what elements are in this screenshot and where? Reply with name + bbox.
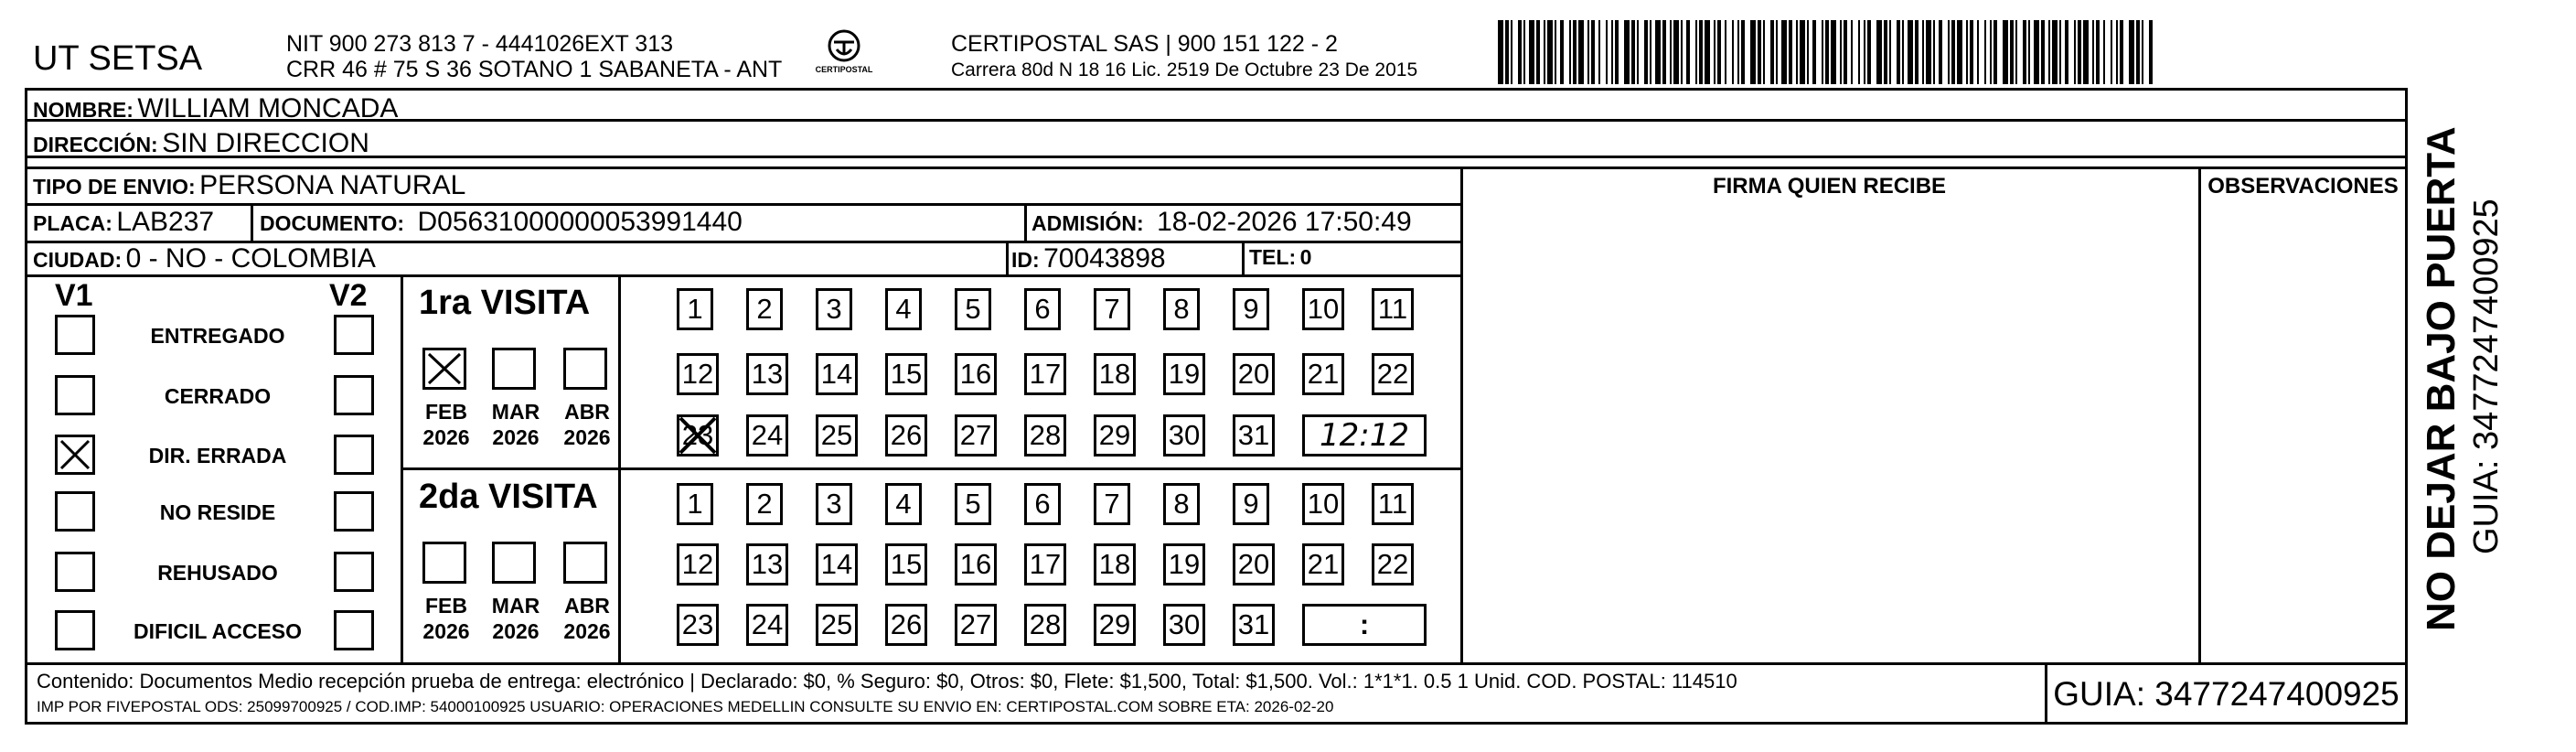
- barcode-bar: [2142, 20, 2143, 84]
- barcode-bar: [1705, 20, 1710, 84]
- barcode-bar: [1758, 20, 1761, 84]
- visit1-day-20[interactable]: 20: [1233, 353, 1275, 395]
- barcode-bar: [2010, 20, 2014, 84]
- certipostal-logo: [812, 27, 876, 81]
- visit2-day-17[interactable]: 17: [1024, 543, 1066, 585]
- barcode-bar: [1844, 20, 1847, 84]
- barcode-bar: [2028, 20, 2030, 84]
- tel-label: TEL:: [1249, 245, 1297, 269]
- day-cross-mark: [677, 414, 719, 464]
- barcode-bar: [1796, 20, 1798, 84]
- visit2-day-16[interactable]: 16: [955, 543, 997, 585]
- visit2-day-18[interactable]: 18: [1094, 543, 1136, 585]
- month-label: FEB: [425, 594, 467, 618]
- address-line: CRR 46 # 75 S 36 SOTANO 1 SABANETA - ANT: [286, 57, 783, 82]
- barcode-bar: [2149, 20, 2153, 84]
- visit1-day-23[interactable]: 23: [677, 414, 719, 457]
- visit1-day-30[interactable]: 30: [1163, 414, 1205, 457]
- barcode-bar: [1990, 20, 1992, 84]
- visit1-day-6[interactable]: 6: [1024, 288, 1061, 330]
- barcode-bar: [1560, 20, 1564, 84]
- address-label: DIRECCIÓN:: [33, 133, 158, 156]
- barcode-bar: [2034, 20, 2039, 84]
- barcode-bar: [1717, 20, 1721, 84]
- document-label: DOCUMENTO:: [260, 211, 405, 235]
- v2-label: V2: [329, 278, 368, 313]
- observations-area[interactable]: [2201, 203, 2408, 662]
- barcode-bar: [2136, 20, 2140, 84]
- barcode-bar: [2078, 20, 2081, 84]
- barcode-bar: [1547, 20, 1553, 84]
- visit2-day-30[interactable]: 30: [1163, 604, 1205, 646]
- status-option-label: REHUSADO: [157, 561, 278, 585]
- barcode-bar: [1977, 20, 1979, 84]
- year-label: 2026: [422, 619, 470, 643]
- visit2-day-15[interactable]: 15: [885, 543, 927, 585]
- address-row: [33, 130, 369, 157]
- barcode-bar: [2120, 20, 2123, 84]
- barcode-bar: [1644, 20, 1648, 84]
- month-label: ABR: [564, 400, 610, 424]
- type-label: TIPO DE ENVIO:: [33, 175, 196, 199]
- visit1-day-11[interactable]: 11: [1372, 288, 1414, 330]
- visit2-day-13[interactable]: 13: [746, 543, 788, 585]
- shipment-type: PERSONA NATURAL: [199, 170, 466, 200]
- visit2-day-23[interactable]: 23: [677, 604, 719, 646]
- barcode-bar: [1637, 20, 1639, 84]
- barcode-bar: [2116, 20, 2118, 84]
- month-label: ABR: [564, 594, 610, 618]
- v1-checkbox-rehusado[interactable]: [55, 552, 95, 592]
- barcode-bar: [1763, 20, 1765, 84]
- barcode-bar: [1511, 20, 1512, 84]
- nit-line: NIT 900 273 813 7 - 4441026EXT 313: [286, 31, 674, 57]
- v1-checkbox-dir-errada[interactable]: [55, 435, 95, 475]
- observations-label: OBSERVACIONES: [2207, 174, 2399, 199]
- year-label: 2026: [422, 425, 470, 449]
- visit1-day-17[interactable]: 17: [1024, 353, 1066, 395]
- id-cell: [1011, 245, 1166, 273]
- status-option-label: DIFICIL ACCESO: [133, 619, 302, 643]
- barcode-bar: [1670, 20, 1672, 84]
- barcode-bar: [1536, 20, 1540, 84]
- visit1-day-8[interactable]: 8: [1163, 288, 1200, 330]
- barcode-bar: [1505, 20, 1509, 84]
- v1-checkbox-entregado[interactable]: [55, 315, 95, 355]
- visit1-day-26[interactable]: 26: [885, 414, 927, 457]
- barcode-bar: [1781, 20, 1787, 84]
- barcode-bar: [1915, 20, 1919, 84]
- barcode-bar: [1831, 20, 1836, 84]
- barcode-bar: [1984, 20, 1986, 84]
- barcode-bar: [2129, 20, 2134, 84]
- visit1-day-3[interactable]: 3: [816, 288, 852, 330]
- visit1-time-value: 12:12: [1320, 417, 1409, 454]
- barcode-bar: [1864, 20, 1865, 84]
- barcode-bar: [1699, 20, 1703, 84]
- visit1-day-12[interactable]: 12: [677, 353, 719, 395]
- v2-checkbox-cerrado[interactable]: [334, 375, 374, 415]
- visit2-day-31[interactable]: 31: [1233, 604, 1275, 646]
- recipient-address: SIN DIRECCION: [162, 128, 369, 158]
- visit2-day-25[interactable]: 25: [816, 604, 858, 646]
- barcode-bar: [1611, 20, 1613, 84]
- barcode-bar: [2074, 20, 2076, 84]
- visit1-day-24[interactable]: 24: [746, 414, 788, 457]
- barcode-bar: [2103, 20, 2105, 84]
- plate-cell: [33, 209, 214, 236]
- admission-value: 18-02-2026 17:50:49: [1157, 207, 1412, 237]
- year-label: 2026: [563, 619, 611, 643]
- visit1-day-31[interactable]: 31: [1233, 414, 1275, 457]
- recipient-name: WILLIAM MONCADA: [137, 93, 399, 124]
- id-label: ID:: [1011, 248, 1040, 272]
- visit1-day-19[interactable]: 19: [1163, 353, 1205, 395]
- barcode-bar: [2092, 20, 2094, 84]
- visit1-day-2[interactable]: 2: [746, 288, 783, 330]
- city-label: CIUDAD:: [33, 248, 123, 272]
- barcode-bar: [2015, 20, 2017, 84]
- name-row: [33, 95, 398, 123]
- barcode-bar: [1876, 20, 1882, 84]
- signature-area[interactable]: [1463, 203, 2198, 662]
- barcode-bar: [1812, 20, 1816, 84]
- visit1-day-9[interactable]: 9: [1233, 288, 1269, 330]
- visit1-day-16[interactable]: 16: [955, 353, 997, 395]
- check-x-icon: [425, 350, 464, 387]
- barcode-bar: [1737, 20, 1739, 84]
- plate-value: LAB237: [116, 207, 215, 237]
- barcode-bar: [1578, 20, 1584, 84]
- status-option-label: DIR. ERRADA: [148, 444, 287, 467]
- barcode-bar: [1908, 20, 1913, 84]
- name-label: NOMBRE:: [33, 98, 134, 122]
- visit2-day-6[interactable]: 6: [1024, 483, 1061, 525]
- barcode-bar: [1825, 20, 1829, 84]
- barcode-bar: [1939, 20, 1942, 84]
- visit2-month-checkbox-mar[interactable]: [492, 542, 536, 584]
- barcode-bar: [1970, 20, 1973, 84]
- check-x-icon: [677, 414, 719, 457]
- barcode-bar: [1948, 20, 1950, 84]
- barcode-bar: [1884, 20, 1887, 84]
- v2-checkbox-entregado[interactable]: [334, 315, 374, 355]
- barcode-bar: [1624, 20, 1630, 84]
- side-guia: GUIA: 3477247400925: [2467, 199, 2506, 554]
- barcode-bar: [1822, 20, 1823, 84]
- visit1-day-10[interactable]: 10: [1302, 288, 1344, 330]
- signature-label: FIRMA QUIEN RECIBE: [1712, 174, 1947, 199]
- year-label: 2026: [563, 425, 611, 449]
- visit1-day-21[interactable]: 21: [1302, 353, 1344, 395]
- visit2-day-8[interactable]: 8: [1163, 483, 1200, 525]
- barcode-bar: [1858, 20, 1860, 84]
- barcode-bar: [1922, 20, 1924, 84]
- barcode-bar: [1951, 20, 1955, 84]
- barcode-bar: [1867, 20, 1871, 84]
- visit2-day-9[interactable]: 9: [1233, 483, 1269, 525]
- barcode: [1498, 20, 2154, 84]
- barcode-bar: [2059, 20, 2061, 84]
- side-warning: NO DEJAR BAJO PUERTA: [2419, 126, 2464, 631]
- barcode-bar: [1686, 20, 1690, 84]
- barcode-bar: [1681, 20, 1683, 84]
- v1-label: V1: [55, 278, 93, 313]
- barcode-bar: [1598, 20, 1600, 84]
- barcode-bar: [1776, 20, 1778, 84]
- barcode-bar: [1800, 20, 1805, 84]
- carrier-line: CERTIPOSTAL SAS | 900 151 122 - 2: [951, 31, 1338, 57]
- visit2-day-14[interactable]: 14: [816, 543, 858, 585]
- month-label: MAR: [491, 400, 540, 424]
- barcode-bar: [1714, 20, 1716, 84]
- company-name: UT SETSA: [33, 39, 203, 78]
- visit1-title: 1ra VISITA: [419, 284, 591, 322]
- barcode-bar: [1725, 20, 1726, 84]
- barcode-bar: [1518, 20, 1522, 84]
- barcode-bar: [2041, 20, 2045, 84]
- barcode-bar: [2096, 20, 2100, 84]
- status-option-label: ENTREGADO: [150, 324, 285, 348]
- barcode-bar: [1926, 20, 1931, 84]
- visit1-day-7[interactable]: 7: [1094, 288, 1130, 330]
- visit2-title: 2da VISITA: [419, 478, 598, 516]
- visit2-day-2[interactable]: 2: [746, 483, 783, 525]
- year-label: 2026: [492, 619, 540, 643]
- barcode-bar: [1840, 20, 1842, 84]
- visit1-day-15[interactable]: 15: [885, 353, 927, 395]
- visit2-day-20[interactable]: 20: [1233, 543, 1275, 585]
- visit1-day-18[interactable]: 18: [1094, 353, 1136, 395]
- barcode-bar: [1523, 20, 1525, 84]
- barcode-bar: [1957, 20, 1962, 84]
- imp-line: IMP POR FIVEPOSTAL ODS: 25099700925 / COD.IMP: 54000100925 USUARIO: OPERACIONES MEDELLIN CONSULTE SU ENVIO EN: CERTIPOSTAL.COM SOBRE ETA: 2026-02-20: [37, 698, 1334, 715]
- barcode-bar: [2003, 20, 2008, 84]
- month-label: FEB: [425, 400, 467, 424]
- visit2-day-11[interactable]: 11: [1372, 483, 1414, 525]
- barcode-bar: [1897, 20, 1900, 84]
- footer-guia: GUIA: 3477247400925: [2053, 675, 2400, 713]
- barcode-bar: [2023, 20, 2026, 84]
- visit1-day-13[interactable]: 13: [746, 353, 788, 395]
- visit1-month-checkbox-feb[interactable]: [422, 348, 466, 390]
- tel-cell: [1249, 247, 1311, 268]
- barcode-bar: [1662, 20, 1666, 84]
- visit2-day-24[interactable]: 24: [746, 604, 788, 646]
- barcode-bar: [1889, 20, 1891, 84]
- city-value: 0 - NO - COLOMBIA: [125, 243, 376, 274]
- barcode-bar: [1807, 20, 1809, 84]
- barcode-bar: [1933, 20, 1935, 84]
- barcode-bar: [1544, 20, 1545, 84]
- visit2-month-checkbox-abr[interactable]: [563, 542, 607, 584]
- logo-caption: CERTIPOSTAL: [815, 65, 873, 74]
- admission-cell: [1031, 209, 1412, 236]
- barcode-bar: [1741, 20, 1745, 84]
- check-x-icon: [58, 437, 92, 472]
- visit1-day-28[interactable]: 28: [1024, 414, 1066, 457]
- visit2-day-12[interactable]: 12: [677, 543, 719, 585]
- barcode-bar: [1631, 20, 1635, 84]
- content-line: Contenido: Documentos Medio recepción prueba de entrega: electrónico | Declarado: $0, % Seguro: $0, Otros: $0, Flete: $1,500, Total: $1,500. Vol.: 1*1*1. 0.5 1 Unid. COD. POSTAL: 114510: [37, 670, 1737, 693]
- visit1-day-4[interactable]: 4: [885, 288, 922, 330]
- v2-checkbox-dificil-acceso[interactable]: [334, 610, 374, 650]
- barcode-bar: [1770, 20, 1774, 84]
- plate-label: PLACA:: [33, 211, 112, 235]
- barcode-bar: [1606, 20, 1608, 84]
- barcode-bar: [2048, 20, 2050, 84]
- v1-checkbox-dificil-acceso[interactable]: [55, 610, 95, 650]
- document-cell: [260, 209, 743, 236]
- visit2-day-29[interactable]: 29: [1094, 604, 1136, 646]
- visit1-day-27[interactable]: 27: [955, 414, 997, 457]
- barcode-bar: [1966, 20, 1968, 84]
- barcode-bar: [1615, 20, 1619, 84]
- side-panel: [2414, 88, 2551, 637]
- barcode-bar: [1587, 20, 1589, 84]
- status-option-label: CERRADO: [164, 384, 272, 408]
- visit2-day-4[interactable]: 4: [885, 483, 922, 525]
- barcode-bar: [1569, 20, 1571, 84]
- visit2-day-3[interactable]: 3: [816, 483, 852, 525]
- visit2-day-5[interactable]: 5: [955, 483, 991, 525]
- barcode-bar: [2083, 20, 2089, 84]
- visit1-day-5[interactable]: 5: [955, 288, 991, 330]
- visit1-day-29[interactable]: 29: [1094, 414, 1136, 457]
- document-value: D05631000000053991440: [417, 207, 743, 237]
- barcode-bar: [2052, 20, 2058, 84]
- visit1-time-field[interactable]: [1302, 414, 1427, 457]
- barcode-bar: [1789, 20, 1792, 84]
- barcode-bar: [1695, 20, 1697, 84]
- barcode-bar: [1732, 20, 1734, 84]
- v2-checkbox-rehusado[interactable]: [334, 552, 374, 592]
- visit2-day-19[interactable]: 19: [1163, 543, 1205, 585]
- visit2-time-value: :: [1359, 608, 1370, 640]
- barcode-bar: [1750, 20, 1756, 84]
- license-line: Carrera 80d N 18 16 Lic. 2519 De Octubre 23 De 2015: [951, 59, 1418, 81]
- barcode-bar: [1673, 20, 1679, 84]
- year-label: 2026: [492, 425, 540, 449]
- barcode-bar: [1573, 20, 1577, 84]
- city-cell: [33, 245, 376, 273]
- v1-checkbox-cerrado[interactable]: [55, 375, 95, 415]
- barcode-bar: [2111, 20, 2112, 84]
- visit2-day-21[interactable]: 21: [1302, 543, 1344, 585]
- visit2-day-28[interactable]: 28: [1024, 604, 1066, 646]
- status-option-label: NO RESIDE: [159, 500, 276, 524]
- visit2-day-27[interactable]: 27: [955, 604, 997, 646]
- barcode-bar: [2065, 20, 2068, 84]
- visit2-day-10[interactable]: 10: [1302, 483, 1344, 525]
- visit1-day-22[interactable]: 22: [1372, 353, 1414, 395]
- visit2-month-checkbox-feb[interactable]: [422, 542, 466, 584]
- barcode-bar: [1902, 20, 1904, 84]
- barcode-bar: [1655, 20, 1661, 84]
- barcode-bar: [1993, 20, 1997, 84]
- barcode-bar: [1650, 20, 1651, 84]
- visit1-day-14[interactable]: 14: [816, 353, 858, 395]
- barcode-bar: [1555, 20, 1556, 84]
- v2-checkbox-no-reside[interactable]: [334, 491, 374, 532]
- visit1-day-1[interactable]: 1: [677, 288, 713, 330]
- v2-checkbox-dir-errada[interactable]: [334, 435, 374, 475]
- barcode-bar: [1851, 20, 1853, 84]
- barcode-bar: [1529, 20, 1534, 84]
- visit2-day-26[interactable]: 26: [885, 604, 927, 646]
- v1-checkbox-no-reside[interactable]: [55, 491, 95, 532]
- visit2-day-22[interactable]: 22: [1372, 543, 1414, 585]
- visit1-month-checkbox-abr[interactable]: [563, 348, 607, 390]
- month-label: MAR: [491, 594, 540, 618]
- barcode-bar: [1591, 20, 1595, 84]
- id-value: 70043898: [1043, 243, 1166, 274]
- visit2-day-7[interactable]: 7: [1094, 483, 1130, 525]
- admission-label: ADMISIÓN:: [1031, 211, 1144, 235]
- type-row: [33, 172, 465, 199]
- tel-value: 0: [1299, 245, 1312, 269]
- visit1-month-checkbox-mar[interactable]: [492, 348, 536, 390]
- barcode-bar: [1498, 20, 1503, 84]
- visit1-day-25[interactable]: 25: [816, 414, 858, 457]
- visit2-day-1[interactable]: 1: [677, 483, 713, 525]
- visit2-time-field[interactable]: [1302, 604, 1427, 646]
